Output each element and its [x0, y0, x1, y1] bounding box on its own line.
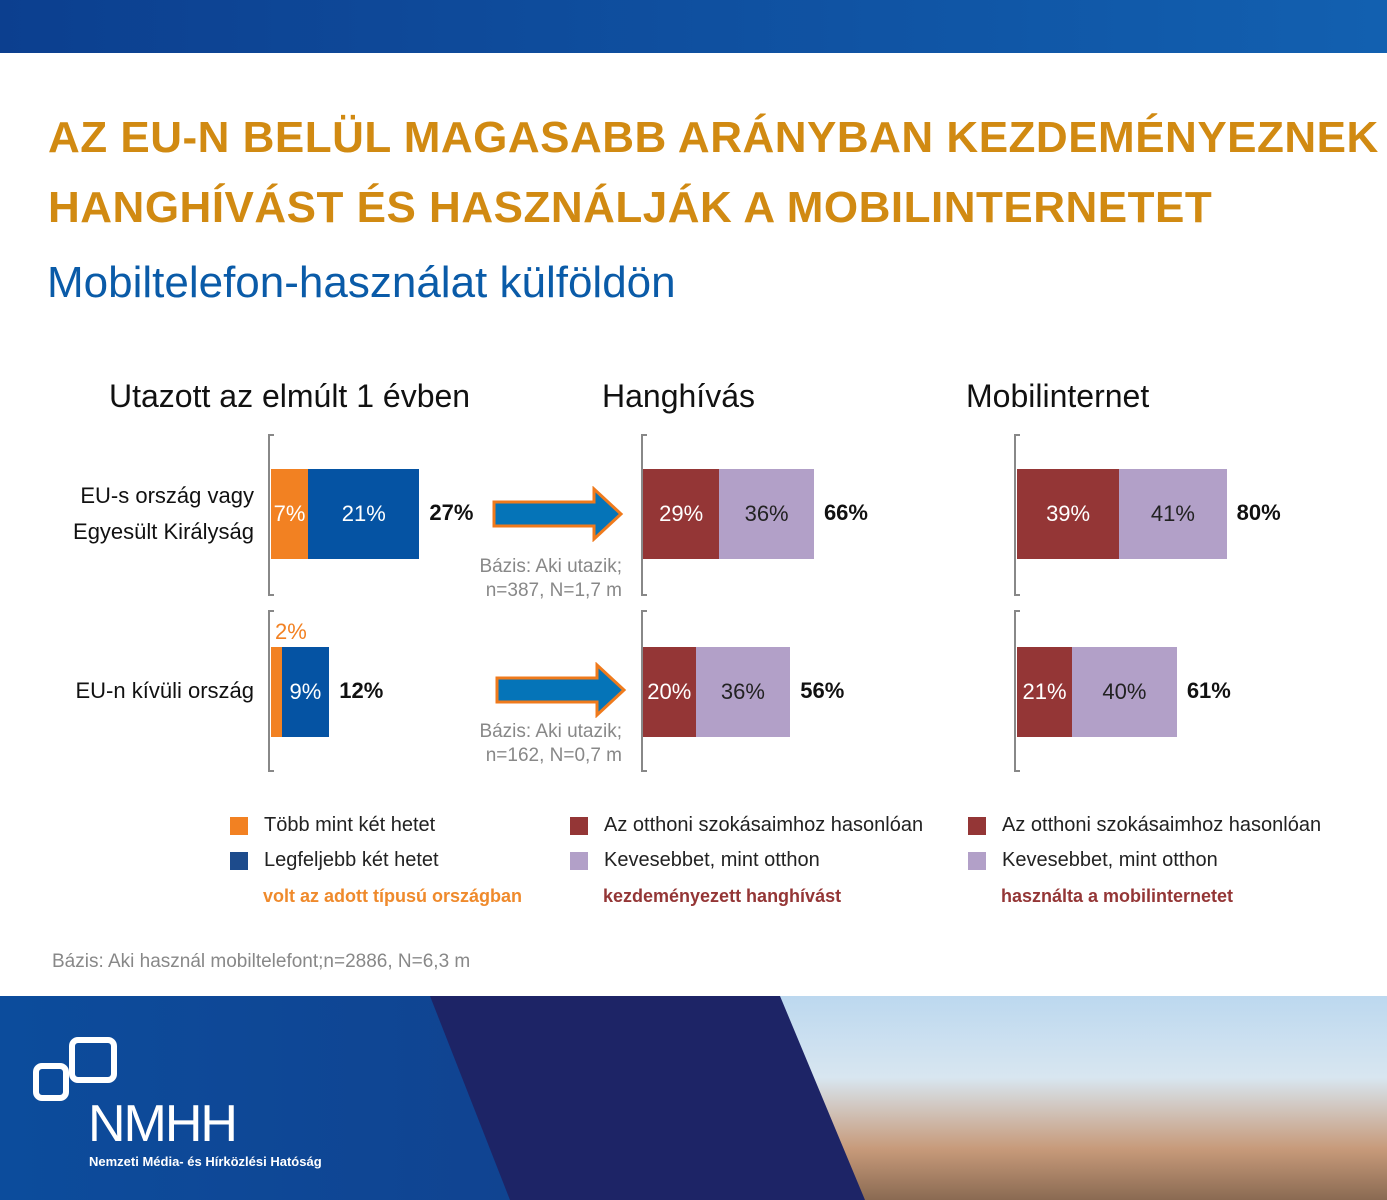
- legend-swatch: [230, 817, 248, 835]
- total-label: 66%: [823, 500, 868, 525]
- legend-swatch: [968, 852, 986, 870]
- bar-segment: [271, 469, 308, 559]
- logo-subtitle: Nemzeti Média- és Hírközlési Hatóság: [89, 1154, 322, 1169]
- data-label: 9%: [289, 679, 322, 704]
- legend-swatch: [570, 852, 588, 870]
- bar-segment: [1119, 469, 1226, 559]
- data-label: 36%: [744, 501, 789, 526]
- total-label: 56%: [800, 678, 845, 703]
- legend-label: Az otthoni szokásaimhoz hasonlóan: [1002, 814, 1322, 836]
- logo-text: NMHH: [88, 1095, 236, 1153]
- legend-item: [230, 814, 435, 837]
- total-label: 12%: [339, 678, 384, 703]
- bar-segment: [1072, 647, 1177, 737]
- total-label: 80%: [1236, 500, 1281, 525]
- footer-banner: [0, 996, 1387, 1200]
- title-line-1: AZ EU-N BELÜL MAGASABB ARÁNYBAN KEZDEMÉNYEZNEK: [48, 113, 1379, 162]
- panel-title-internet: Mobilinternet: [966, 378, 1150, 414]
- bar-segment: [271, 619, 307, 737]
- legend-label: Kevesebbet, mint otthon: [1002, 849, 1218, 871]
- legend-note: volt az adott típusú országban: [263, 886, 523, 906]
- legend-item: [570, 849, 820, 872]
- legend-note: kezdeményezett hanghívást: [603, 886, 842, 906]
- legend-swatch: [570, 817, 588, 835]
- base-note-eu: [479, 555, 622, 603]
- bar-segment: [696, 647, 791, 737]
- row-label-noneu-line1: EU-n kívüli ország: [75, 678, 254, 703]
- legend-label: Kevesebbet, mint otthon: [604, 849, 820, 871]
- legend-swatch: [230, 852, 248, 870]
- base-note-line: Bázis: Aki utazik;: [479, 721, 622, 742]
- footer-photo: [780, 996, 1387, 1200]
- panel-title-travel: Utazott az elmúlt 1 évben: [109, 378, 471, 414]
- bar-segment: [719, 469, 814, 559]
- data-label: 39%: [1046, 501, 1091, 526]
- base-note-line: n=162, N=0,7 m: [485, 745, 622, 766]
- legend-item: [968, 814, 1321, 837]
- legend-note: használta a mobilinternetet: [1001, 886, 1234, 906]
- legend-swatch: [968, 817, 986, 835]
- bar-segment: [1017, 469, 1119, 559]
- panel-title-calls: Hanghívás: [602, 378, 755, 414]
- row-label-eu: [73, 478, 254, 550]
- bar-segment: [643, 469, 719, 559]
- base-note-line: n=387, N=1,7 m: [485, 580, 622, 601]
- nmhh-logo-icon: [32, 1036, 122, 1102]
- data-label: 36%: [720, 679, 765, 704]
- footer-base-note: Bázis: Aki használ mobiltelefont;n=2886, N=6,3 m: [52, 951, 471, 972]
- legend-label: Az otthoni szokásaimhoz hasonlóan: [604, 814, 924, 836]
- data-label: 41%: [1150, 501, 1195, 526]
- data-label: 20%: [647, 679, 692, 704]
- bar-segment: [282, 647, 330, 737]
- bar-segment: [1017, 647, 1072, 737]
- title-line-2: HANGHÍVÁST ÉS HASZNÁLJÁK A MOBILINTERNETET: [48, 183, 1213, 232]
- legend-item: [230, 849, 439, 872]
- arrow-right-icon: [492, 486, 626, 542]
- total-label: 27%: [429, 500, 474, 525]
- row-label-noneu: [75, 673, 254, 709]
- data-label: 29%: [659, 501, 704, 526]
- data-label: 7%: [273, 501, 306, 526]
- row-label-eu-line2: Egyesült Királyság: [73, 519, 254, 544]
- bar-segment: [308, 469, 419, 559]
- bar-segment: [643, 647, 696, 737]
- top-bar: [0, 0, 1387, 53]
- arrow-right-icon: [495, 662, 629, 718]
- data-label: 2%: [275, 619, 307, 644]
- base-note-line: Bázis: Aki utazik;: [479, 556, 622, 577]
- data-label: 40%: [1102, 679, 1147, 704]
- data-label: 21%: [1022, 679, 1067, 704]
- total-label: 61%: [1186, 678, 1231, 703]
- legend-label: Legfeljebb két hetet: [264, 849, 439, 871]
- subtitle: Mobiltelefon-használat külföldön: [47, 258, 676, 307]
- base-note-noneu: [479, 720, 622, 768]
- legend-item: [570, 814, 923, 837]
- data-label: 21%: [341, 501, 386, 526]
- legend-item: [968, 849, 1218, 872]
- legend-label: Több mint két hetet: [264, 814, 436, 836]
- row-label-eu-line1: EU-s ország vagy: [80, 483, 254, 508]
